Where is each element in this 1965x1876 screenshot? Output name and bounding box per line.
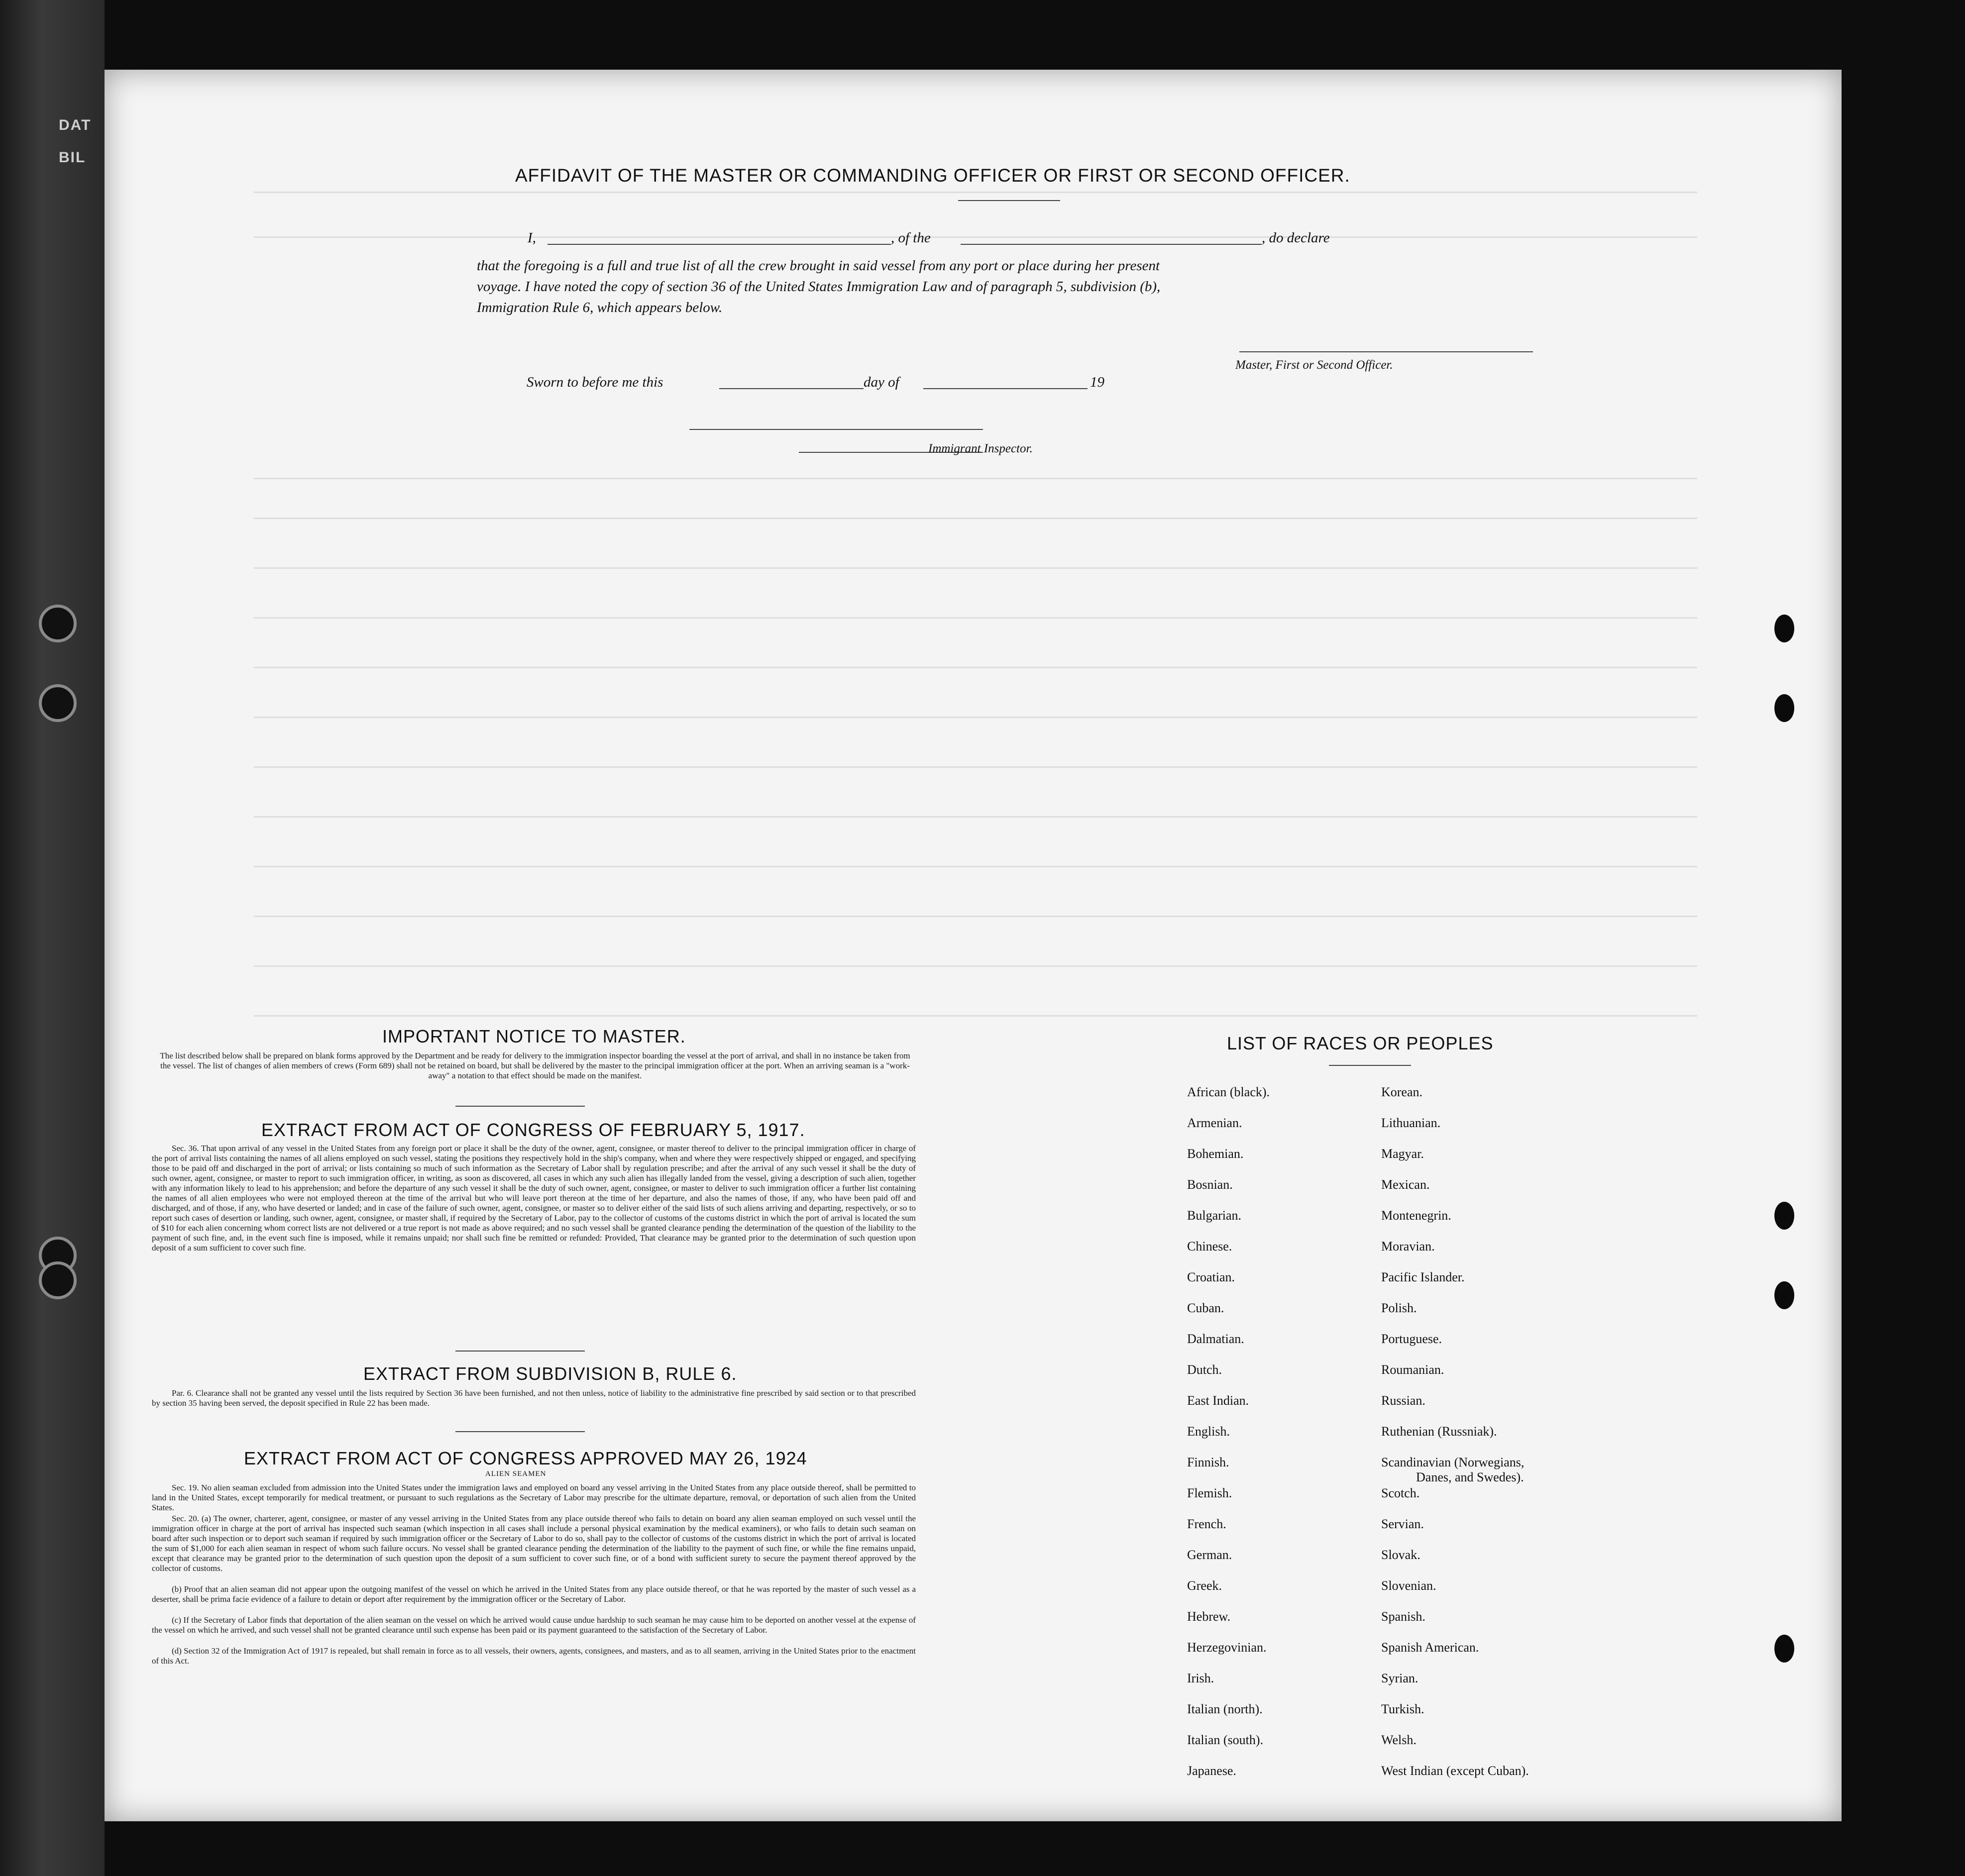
extract-rule6-title: EXTRACT FROM SUBDIVISION B, RULE 6. xyxy=(363,1363,737,1384)
sworn-day-blank xyxy=(719,388,864,389)
day-of-label: day of xyxy=(864,374,899,390)
race-item: Syrian. xyxy=(1381,1671,1419,1685)
race-item: Bohemian. xyxy=(1187,1146,1244,1161)
race-item: Roumanian. xyxy=(1381,1362,1444,1377)
year-label: 19 xyxy=(1090,374,1104,390)
binding-edge xyxy=(0,0,105,1876)
notice-title: IMPORTANT NOTICE TO MASTER. xyxy=(382,1026,686,1046)
race-item: Lithuanian. xyxy=(1381,1116,1441,1130)
race-item: Scandinavian (Norwegians, xyxy=(1381,1455,1525,1469)
divider xyxy=(689,429,983,430)
race-item: Magyar. xyxy=(1381,1146,1424,1161)
race-item: Greek. xyxy=(1187,1578,1222,1593)
extract-rule6-body: Par. 6. Clearance shall not be granted any vessel until the lists required by Section 36 have been furnished, and not then unless, notice of liability to the administrative fine prescribed by said section or to that prescribed by section 35 having been served, the deposit specified in Rule 22 has been made. xyxy=(152,1388,916,1408)
inspector-label: Immigrant Inspector. xyxy=(928,442,1033,455)
race-item: Japanese. xyxy=(1187,1764,1236,1778)
name-blank xyxy=(547,244,891,245)
race-item: Italian (south). xyxy=(1187,1733,1264,1747)
race-item: Korean. xyxy=(1381,1085,1423,1099)
race-item: Slovenian. xyxy=(1381,1578,1436,1593)
race-item: Russian. xyxy=(1381,1393,1425,1408)
race-item: African (black). xyxy=(1187,1085,1270,1099)
extract-1924-title: EXTRACT FROM ACT OF CONGRESS APPROVED MAY 26, 1924 xyxy=(244,1448,807,1468)
vessel-blank xyxy=(961,244,1262,245)
affidavit-of-the: , of the xyxy=(891,230,931,246)
extract-1924-para3: (b) Proof that an alien seaman did not appear upon the outgoing manifest of the vessel on which he arrived in the United States from any place outside thereof, or that he was reported by the master of such vessel as a deserter, shall be prima facie evidence of a failure to detain or deport after requirement by the immigration officer or the Secretary of Labor. xyxy=(152,1584,916,1604)
races-right-column xyxy=(1381,1085,1529,1794)
race-item: Pacific Islander. xyxy=(1381,1270,1465,1284)
race-item: Scotch. xyxy=(1381,1486,1420,1500)
extract-1924-para1: Sec. 19. No alien seaman excluded from admission into the United States under the immigration laws and employed on board any vessel arriving in the United States from any place outside thereof, shall be permitted to land in the United States, except temporarily for medical treatment, or pursuant to such regulations as the Secretary of Labor may prescribe for the ultimate departure, removal, or deportation of such alien from the United States. xyxy=(152,1483,916,1512)
month-blank xyxy=(923,388,1088,389)
race-item: Finnish. xyxy=(1187,1455,1229,1469)
race-item: Moravian. xyxy=(1381,1239,1435,1253)
race-item: Dutch. xyxy=(1187,1362,1222,1377)
race-item: English. xyxy=(1187,1424,1230,1439)
signature-line xyxy=(1239,351,1533,352)
race-item: Portuguese. xyxy=(1381,1332,1442,1346)
divider xyxy=(455,1431,585,1432)
extract-1924-para2: Sec. 20. (a) The owner, charterer, agent, consignee, or master of any vessel arriving in the United States from any place outside thereof who fails to detain on board any alien seaman employed on such vessel until the immigration officer in charge at the port of arrival has inspected such seaman (which inspection in all cases shall include a personal physical examination by the medical examiners), or who fails to detain such seaman on board after such inspection or to deport such seaman if required by such immigration officer or the Secretary of Labor to do so, shall pay to the collector of customs of the customs district in which the port of arrival is located the sum of $1,000 for each alien seaman in respect of whom such failure occurs. No vessel shall be granted clearance pending the determination of the liability to the payment of such fine, or while the fine remains unpaid, except that clearance may be granted prior to the determination of such question upon the deposit of a sum sufficient to cover such fine, or of a bond with sufficient surety to secure the payment thereof approved by the collector of customs. xyxy=(152,1514,916,1573)
race-item: Danes, and Swedes). xyxy=(1416,1470,1524,1484)
race-item: Dalmatian. xyxy=(1187,1332,1244,1346)
extract-1917-title: EXTRACT FROM ACT OF CONGRESS OF FEBRUARY 5, 1917. xyxy=(261,1120,805,1140)
race-item: Flemish. xyxy=(1187,1486,1232,1500)
signature-label: Master, First or Second Officer. xyxy=(1235,358,1393,372)
notice-body: The list described below shall be prepared on blank forms approved by the Department and be ready for delivery to the immigration inspector boarding the vessel at the port of arrival, and shall in no instance be taken from the vessel. The list of changes of alien members of crews (Form 689) shall not be retained on board, but shall be delivered by the master to the principal immigration officer at the port. When an arriving seaman is a "work-away" a notation to that effect should be made on the manifest. xyxy=(160,1051,910,1080)
extract-1924-para4: (c) If the Secretary of Labor finds that deportation of the alien seaman on the vessel on which he arrived would cause undue hardship to such seaman he may cause him to be deported on another vessel at the expense of the vessel on which he arrived, and such vessel shall not be granted clearance until such expense has been paid or its payment guaranteed to the satisfaction of the Secretary of Labor. xyxy=(152,1615,916,1635)
race-item: German. xyxy=(1187,1548,1232,1562)
extract-1924-subtitle: ALIEN SEAMEN xyxy=(485,1470,546,1478)
race-item: Croatian. xyxy=(1187,1270,1235,1284)
binder-hole xyxy=(39,1261,77,1299)
race-item: Servian. xyxy=(1381,1517,1424,1531)
race-item: Irish. xyxy=(1187,1671,1214,1685)
punch-hole xyxy=(1774,694,1794,722)
race-item: West Indian (except Cuban). xyxy=(1381,1764,1529,1778)
race-item: Spanish American. xyxy=(1381,1640,1479,1655)
race-item: Hebrew. xyxy=(1187,1609,1231,1624)
affidavit-do-declare: , do declare xyxy=(1262,230,1330,246)
affidavit-body-line2: voyage. I have noted the copy of section 36 of the United States Immigration Law and of paragraph 5, subdivision (b), xyxy=(477,279,1161,295)
form-page xyxy=(105,70,1842,1821)
binder-hole xyxy=(39,605,77,642)
race-item: Slovak. xyxy=(1381,1548,1420,1562)
punch-hole xyxy=(1774,615,1794,642)
race-item: Chinese. xyxy=(1187,1239,1232,1253)
race-item: French. xyxy=(1187,1517,1226,1531)
sworn-label: Sworn to before me this xyxy=(527,374,663,390)
race-item: Cuban. xyxy=(1187,1301,1224,1315)
punch-hole xyxy=(1774,1202,1794,1230)
race-item: Armenian. xyxy=(1187,1116,1242,1130)
races-left-column xyxy=(1187,1085,1270,1794)
extract-1924-para5: (d) Section 32 of the Immigration Act of 1917 is repealed, but shall remain in force as to all vessels, their owners, agents, consignees, and masters, and as to all seamen, arriving in the United States prior to the enactment of this Act. xyxy=(152,1646,916,1666)
race-item: Herzegovinian. xyxy=(1187,1640,1267,1655)
punch-hole xyxy=(1774,1281,1794,1309)
race-item: Italian (north). xyxy=(1187,1702,1263,1716)
edge-label-dat: DAT xyxy=(59,117,92,133)
punch-hole xyxy=(1774,1635,1794,1663)
race-item: Montenegrin. xyxy=(1381,1208,1451,1223)
race-item: Bosnian. xyxy=(1187,1177,1233,1192)
race-item: Ruthenian (Russniak). xyxy=(1381,1424,1497,1439)
races-title: LIST OF RACES OR PEOPLES xyxy=(1227,1033,1494,1053)
affidavit-body-line1: that the foregoing is a full and true list of all the crew brought in said vessel from any port or place during her present xyxy=(477,258,1160,274)
race-item: Spanish. xyxy=(1381,1609,1425,1624)
divider xyxy=(1329,1065,1411,1066)
binder-hole xyxy=(39,684,77,722)
race-item: Bulgarian. xyxy=(1187,1208,1242,1223)
extract-1917-body: Sec. 36. That upon arrival of any vessel in the United States from any foreign port or place it shall be the duty of the owner, agent, consignee, or master thereof to deliver to the principal immigration officer in charge of the port of arrival lists containing the names of all aliens employed on such vessel, stating the positions they respectively hold in the ship's company, when and where they were respectively shipped or engaged, and specifying those to be paid off and discharged in the port of arrival; or lists containing so much of such information as the Secretary of Labor shall by regulation prescribe; and after the arrival of any such vessel it shall be the duty of such owner, agent, consignee, or master to report to such immigration officer, in writing, as soon as discovered, all cases in which any such alien has illegally landed from the vessel, giving a description of such alien, together with any information likely to lead to his apprehension; and before the departure of any such vessel it shall be the duty of such owner, agent, consignee, or master to deliver to such immigration officer a further list containing the names of all alien employees who were not employed thereon at the time of the arrival but who will leave port thereon at the time of her departure, and also the names of those, if any, who have been paid off and discharged, and of those, if any, who have deserted or landed; and in case of the failure of such owner, agent, consignee, or master so to deliver either of the said lists of such aliens arriving and departing, respectively, or so to report such cases of desertion or landing, such owner, agent, consignee, or master shall, if required by the Secretary of Labor, pay to the collector of customs of the customs district in which the port of arrival is located the sum of $10 for each alien concerning whom correct lists are not delivered or a true report is not made as above required; and no such vessel shall be granted clearance pending the determination of the question of the liability to the payment of such fine, and, in the event such fine is imposed, while it remains unpaid; nor shall such fine be remitted or refunded: Provided, That clearance may be granted prior to the determination of such question upon deposit of a sum sufficient to cover such fine. xyxy=(152,1144,916,1252)
affidavit-i: I, xyxy=(528,230,536,246)
affidavit-body-line3: Immigration Rule 6, which appears below. xyxy=(477,300,723,315)
race-item: Mexican. xyxy=(1381,1177,1430,1192)
race-item: Welsh. xyxy=(1381,1733,1417,1747)
affidavit-title: AFFIDAVIT OF THE MASTER OR COMMANDING OFFICER OR FIRST OR SECOND OFFICER. xyxy=(515,165,1350,186)
race-item: Polish. xyxy=(1381,1301,1417,1315)
divider xyxy=(455,1351,585,1352)
divider xyxy=(958,200,1060,201)
race-item: East Indian. xyxy=(1187,1393,1249,1408)
divider xyxy=(455,1106,585,1107)
race-item: Turkish. xyxy=(1381,1702,1424,1716)
edge-label-bil: BIL xyxy=(59,149,86,166)
